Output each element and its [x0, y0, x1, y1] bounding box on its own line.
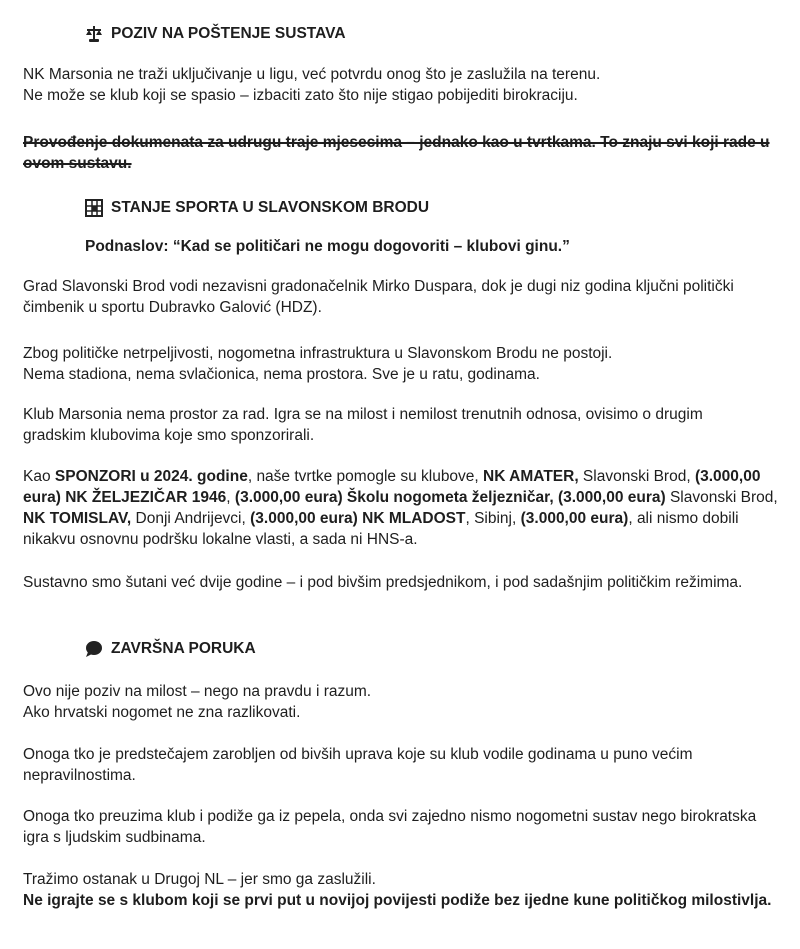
section-heading-sport-state	[85, 197, 429, 218]
text-run: Slavonski Brod,	[578, 468, 695, 485]
text-run: Slavonski Brod,	[665, 489, 778, 506]
text-run: Donji Andrijevci,	[131, 510, 251, 527]
bold-run: (3.000,00 eura)	[520, 510, 629, 527]
text-line: Tražimo ostanak u Drugoj NL – jer smo ga zaslužili.	[23, 871, 376, 888]
bold-run: (3.000,00 eura) NK ŽELJEZIČAR 1946	[23, 468, 761, 506]
strikethrough-paragraph: Provođenje dokumenata za udrugu traje mjesecima – jednako kao u tvrtkama. To znaju svi koji rade u ovom sustavu.	[23, 134, 770, 172]
section-heading-fairness	[85, 23, 346, 44]
bold-run: NK AMATER,	[483, 468, 579, 485]
text-run: ,	[226, 489, 235, 506]
speech-bubble-icon	[85, 640, 103, 658]
text-line: NK Marsonia ne traži uključivanje u ligu, već potvrdu onog što je zaslužila na terenu.	[23, 66, 601, 83]
text-run: Kao	[23, 468, 55, 485]
paragraph	[23, 869, 783, 911]
paragraph: Onoga tko preuzima klub i podiže ga iz pepela, onda svi zajedno nismo nogometni sustav nego birokratska igra s ljudskim sudbinama.	[23, 808, 757, 846]
text-line: Zbog političke netrpeljivosti, nogometna infrastruktura u Slavonskom Brodu ne postoji.	[23, 345, 613, 362]
text-run: , ali nismo dobili nikakvu osnovnu podršku lokalne vlasti, a sada ni HNS-a.	[23, 510, 739, 548]
text-line: Ovo nije poziv na milost – nego na pravdu i razum.	[23, 683, 372, 700]
text-run: , Sibinj,	[465, 510, 521, 527]
text-line: Nema stadiona, nema svlačionica, nema prostora. Sve je u ratu, godinama.	[23, 366, 540, 383]
text-line: Ne može se klub koji se spasio – izbaciti zato što nije stigao pobijediti birokraciju.	[23, 87, 578, 104]
paragraph: Onoga tko je predstečajem zarobljen od bivših uprava koje su klub vodile godinama u puno većim nepravilnostima.	[23, 746, 693, 784]
paragraph: Sustavno smo šutani već dvije godine – i pod bivšim predsjednikom, i pod sadašnjim političkim režimima.	[23, 574, 743, 591]
bow-balance-icon	[85, 25, 103, 43]
bold-closing-text: Ne igrajte se s klubom koji se prvi put u novijoj povijesti podiže bez ijedne kune političkog milostivlja.	[23, 892, 772, 909]
bold-run: NK TOMISLAV,	[23, 510, 132, 527]
text-line: Ako hrvatski nogomet ne zna razlikovati.	[23, 704, 301, 721]
section-title: POZIV NA POŠTENJE SUSTAVA	[111, 25, 346, 42]
section-title: STANJE SPORTA U SLAVONSKOM BRODU	[111, 199, 430, 216]
paragraph	[23, 343, 783, 385]
section-title: ZAVRŠNA PORUKA	[111, 640, 256, 657]
paragraph: Klub Marsonia nema prostor za rad. Igra se na milost i nemilost trenutnih odnosa, ovisimo o drugim gradskim klubovima koje smo sponzorirali.	[23, 406, 703, 444]
bold-run: SPONZORI u 2024. godine	[54, 468, 248, 485]
text-run: , naše tvrtke pomogle su klubove,	[247, 468, 484, 485]
grid-icon	[85, 199, 103, 217]
sponsors-paragraph	[23, 466, 783, 550]
subtitle: Podnaslov: “Kad se političari ne mogu dogovoriti – klubovi ginu.”	[85, 238, 570, 255]
paragraph: Grad Slavonski Brod vodi nezavisni gradonačelnik Mirko Duspara, dok je dugi niz godina ključni politički čimbenik u sportu Dubravko Galović (HDZ).	[23, 278, 734, 316]
section-heading-final-message	[85, 638, 256, 659]
paragraph	[23, 64, 783, 106]
bold-run: (3.000,00 eura) Školu nogometa željezničar, (3.000,00 eura)	[234, 489, 666, 506]
bold-run: (3.000,00 eura) NK MLADOST	[250, 510, 466, 527]
paragraph	[23, 681, 783, 723]
